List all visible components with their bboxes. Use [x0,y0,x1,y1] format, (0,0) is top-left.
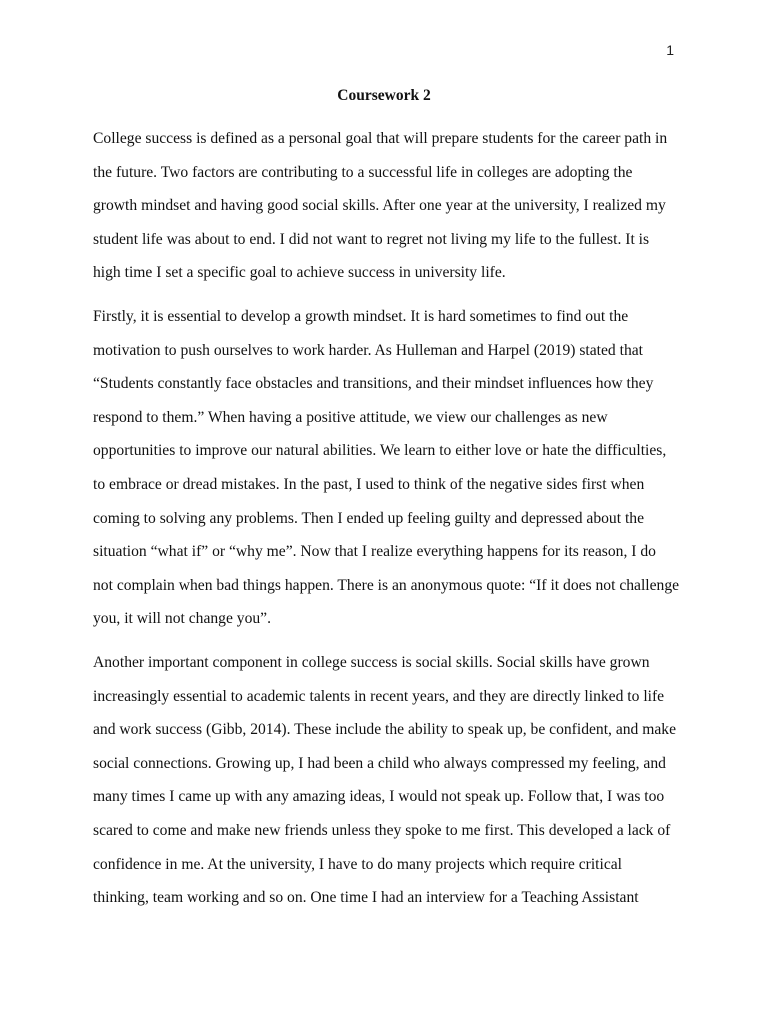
text-line: motivation to push ourselves to work harder. As Hulleman and Harpel (2019) stated that [93,341,643,359]
page-number: 1 [666,42,674,58]
text-line: many times I came up with any amazing ideas, I would not speak up. Follow that, I was too [93,788,665,806]
text-line: Firstly, it is essential to develop a growth mindset. It is hard sometimes to find out the [93,308,629,325]
text-line: growth mindset and having good social skills. After one year at the university, I realized my [93,197,666,215]
paragraph-growth-mindset [93,307,683,643]
paragraph-introduction [93,129,683,297]
document-title: Coursework 2 [337,87,431,104]
text-line: not complain when bad things happen. There is an anonymous quote: “If it does not challenge [93,576,680,594]
text-line: to embrace or dread mistakes. In the past, I used to think of the negative sides first when [93,475,645,493]
text-line: social connections. Growing up, I had been a child who always compressed my feeling, and [93,754,666,772]
text-line: student life was about to end. I did not want to regret not living my life to the fullest. It is [93,230,650,248]
text-line: the future. Two factors are contributing to a successful life in colleges are adopting the [93,163,633,181]
text-line: thinking, team working and so on. One time I had an interview for a Teaching Assistant [93,889,639,907]
text-line: “Students constantly face obstacles and transitions, and their mindset influences how they [93,375,654,393]
text-line: confidence in me. At the university, I have to do many projects which require critical [93,855,622,873]
text-line: you, it will not change you”. [93,610,271,628]
text-line: College success is defined as a personal goal that will prepare students for the career path in [93,130,668,147]
text-line: high time I set a specific goal to achieve success in university life. [93,264,506,282]
text-line: opportunities to improve our natural abilities. We learn to either love or hate the difficulties, [93,442,667,460]
text-line: coming to solving any problems. Then I ended up feeling guilty and depressed about the [93,509,645,527]
text-line: increasingly essential to academic talents in recent years, and they are directly linked to life [93,687,665,705]
text-line: situation “what if” or “why me”. Now that I realize everything happens for its reason, I do [93,543,656,561]
text-line: Another important component in college success is social skills. Social skills have grown [93,654,650,671]
paragraph-social-skills [93,653,683,922]
text-line: and work success (Gibb, 2014). These include the ability to speak up, be confident, and make [93,721,677,739]
text-line: scared to come and make new friends unless they spoke to me first. This developed a lack of [93,821,671,839]
text-line: respond to them.” When having a positive attitude, we view our challenges as new [93,408,608,426]
